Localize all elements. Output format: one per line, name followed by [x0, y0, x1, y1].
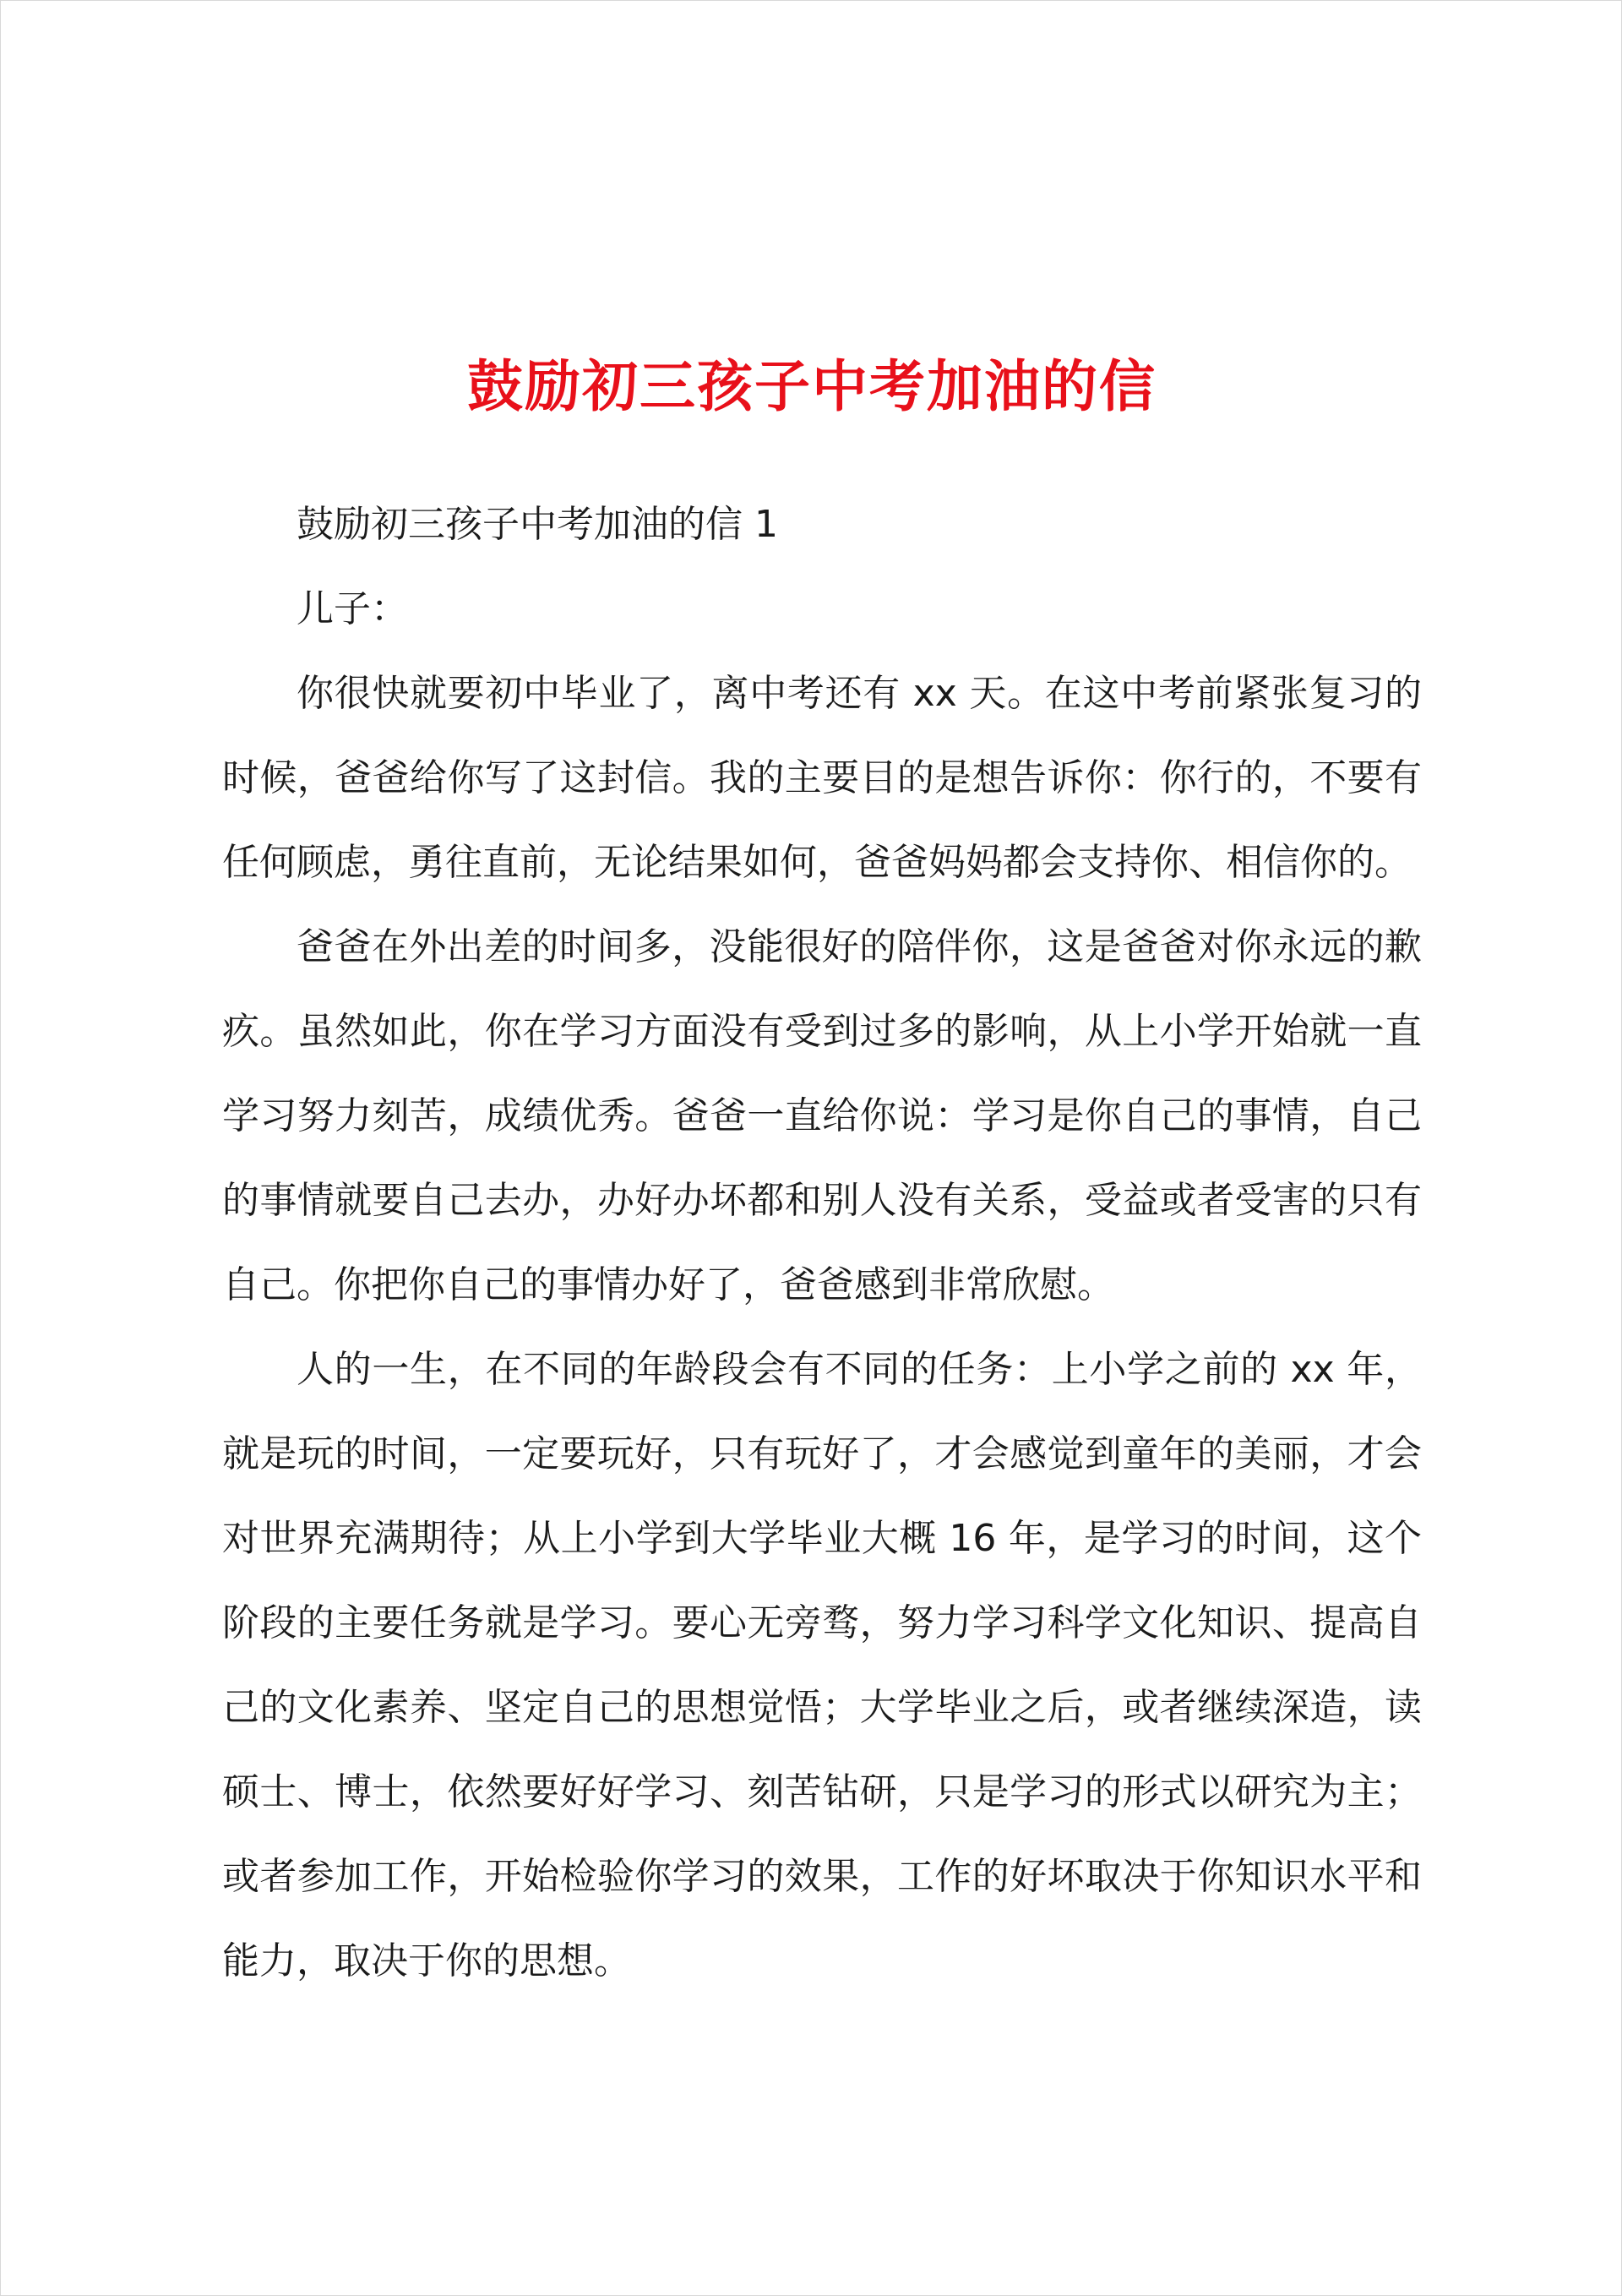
paragraph-3: 人的一生，在不同的年龄段会有不同的任务：上小学之前的 xx 年，就是玩的时间，一定要玩好，只有玩好了，才会感觉到童年的美丽，才会对世界充满期待；从上小学到大学毕业大概 16 年，是学习的时间，这个阶段的主要任务就是学习。要心无旁骛，努力学习科学文化知识、提高自己的文化素养、坚定自己的思想觉悟；大学毕业之后，或者继续深造，读硕士、博士，依然要好好学习、刻苦钻研，只是学习的形式以研究为主；或者参加工作，开始检验你学习的效果，工作的好坏取决于你知识水平和能力，取决于你的思想。: [222, 1348, 1422, 1982]
letter-subtitle: 鼓励初三孩子中考加油的信 1: [297, 503, 778, 546]
paragraph-1: 你很快就要初中毕业了，离中考还有 xx 天。在这中考前紧张复习的时候，爸爸给你写了这封信。我的主要目的是想告诉你：你行的，不要有任何顾虑，勇往直前，无论结果如何，爸爸妈妈都会支持你、相信你的。: [222, 672, 1422, 884]
document-body: [222, 483, 1422, 2004]
paragraph-2: 爸爸在外出差的时间多，没能很好的陪伴你，这是爸爸对你永远的歉疚。虽然如此，你在学习方面没有受到过多的影响，从上小学开始就一直学习努力刻苦，成绩优秀。爸爸一直给你说：学习是你自己的事情，自己的事情就要自己去办，办好办坏都和别人没有关系，受益或者受害的只有自己。你把你自己的事情办好了，爸爸感到非常欣慰。: [222, 925, 1422, 1306]
letter-salutation: 儿子：: [297, 587, 408, 630]
document-title: 鼓励初三孩子中考加油的信: [467, 353, 1157, 419]
